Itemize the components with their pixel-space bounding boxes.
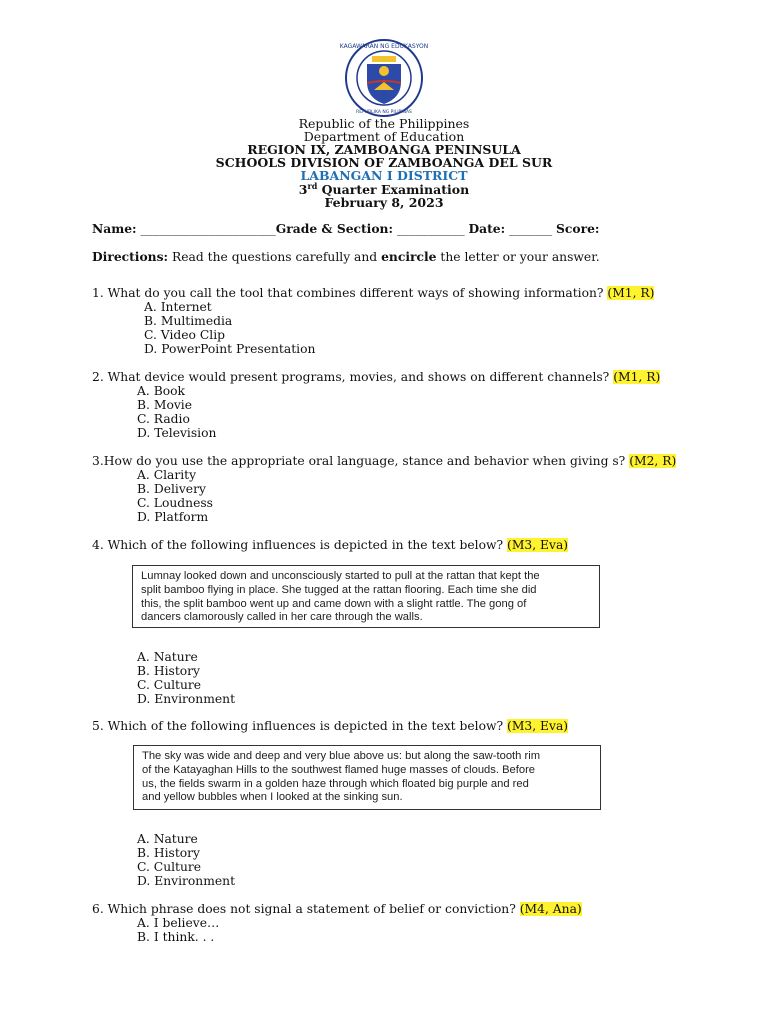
question-3 [92, 454, 676, 468]
directions-text-end: the letter or your answer. [436, 250, 600, 264]
quarter-label: Quarter Examination [317, 182, 470, 197]
question-text: 3.How do you use the appropriate oral language, stance and behavior when giving s? [92, 454, 630, 468]
q1-option-c[interactable]: C. Video Clip [144, 328, 225, 342]
question-5 [92, 719, 568, 733]
competency-tag: (M4, Ana) [519, 902, 582, 916]
header-district: LABANGAN I DISTRICT [300, 168, 468, 183]
grade-section-label: Grade & Section: [275, 221, 394, 236]
question-text: 5. Which of the following influences is depicted in the text below? [92, 719, 508, 733]
header-region: REGION IX, ZAMBOANGA PENINSULA [247, 142, 521, 157]
question-text: 1. What do you call the tool that combines different ways of showing information? [92, 286, 608, 300]
q4-option-c[interactable]: C. Culture [137, 678, 202, 692]
q5-option-c[interactable]: C. Culture [137, 860, 202, 874]
svg-text:KAGAWARAN NG EDUKASYON: KAGAWARAN NG EDUKASYON [339, 43, 429, 50]
student-info-line [92, 222, 599, 236]
q3-option-d[interactable]: D. Platform [137, 510, 209, 524]
q2-option-b[interactable]: B. Movie [137, 398, 193, 412]
passage-line: and yellow bubbles when I looked at the sinking sun. [142, 791, 403, 804]
quarter-suffix: rd [307, 180, 318, 191]
q6-option-b[interactable]: B. I think. . . [137, 930, 215, 944]
q2-option-a[interactable]: A. Book [137, 384, 185, 398]
q2-option-d[interactable]: D. Television [137, 426, 217, 440]
question-6 [92, 902, 582, 916]
q1-option-b[interactable]: B. Multimedia [144, 314, 233, 328]
passage-line: dancers clamorously called in her care through the walls. [141, 611, 423, 624]
quarter-number: 3 [298, 182, 308, 197]
q4-option-d[interactable]: D. Environment [137, 692, 236, 706]
header-date: February 8, 2023 [324, 195, 444, 210]
passage-line: of the Katayaghan Hills to the southwest flamed huge masses of clouds. Before [142, 763, 536, 776]
q1-option-d[interactable]: D. PowerPoint Presentation [144, 342, 316, 356]
header-department: Department of Education [303, 129, 465, 144]
q3-option-b[interactable]: B. Delivery [137, 482, 206, 496]
question-text: 4. Which of the following influences is depicted in the text below? [92, 538, 508, 552]
name-label: Name: [92, 221, 137, 236]
question-text: 6. Which phrase does not signal a statement of belief or conviction? [92, 902, 520, 916]
date-label: Date: [468, 221, 506, 236]
q4-option-b[interactable]: B. History [137, 664, 200, 678]
q4-option-a[interactable]: A. Nature [137, 650, 198, 664]
directions-label: Directions: [92, 249, 169, 264]
deped-seal-logo [334, 38, 434, 118]
header-division: SCHOOLS DIVISION OF ZAMBOANGA DEL SUR [215, 155, 553, 170]
directions-text: Read the questions carefully and [168, 250, 382, 264]
directions-emphasis: encircle [381, 249, 437, 264]
name-blank[interactable]: ______________________ [136, 222, 276, 236]
q5-option-b[interactable]: B. History [137, 846, 200, 860]
q2-option-c[interactable]: C. Radio [137, 412, 190, 426]
passage-box-q4 [132, 565, 600, 628]
competency-tag: (M2, R) [629, 454, 677, 468]
q5-option-a[interactable]: A. Nature [137, 832, 198, 846]
competency-tag: (M3, Eva) [507, 719, 569, 733]
passage-line: this, the split bamboo went up and came down with a slight rattle. The gong of [141, 597, 527, 610]
question-2 [92, 370, 660, 384]
competency-tag: (M1, R) [607, 286, 655, 300]
score-label: Score: [556, 221, 600, 236]
q1-option-a[interactable]: A. Internet [144, 300, 212, 314]
passage-line: us, the fields swarm in a golden haze through which floated big purple and red [142, 777, 529, 790]
passage-line: The sky was wide and deep and very blue above us: but along the saw-tooth rim [142, 750, 541, 762]
q6-option-a[interactable]: A. I believe… [137, 916, 220, 930]
question-1 [92, 286, 654, 300]
q5-option-d[interactable]: D. Environment [137, 874, 236, 888]
grade-section-blank[interactable]: ___________ [393, 222, 469, 236]
passage-line: split bamboo flying in place. She tugged at the rattan flooring. Each time she did [141, 583, 537, 596]
competency-tag: (M3, Eva) [507, 538, 569, 552]
competency-tag: (M1, R) [613, 370, 661, 384]
q3-option-a[interactable]: A. Clarity [137, 468, 197, 482]
svg-text:REPUBLIKA NG PILIPINAS: REPUBLIKA NG PILIPINAS [356, 110, 412, 115]
question-4 [92, 538, 568, 552]
q3-option-c[interactable]: C. Loudness [137, 496, 213, 510]
date-blank[interactable]: _______ [505, 222, 557, 236]
passage-box-q5 [133, 745, 601, 810]
header-republic: Republic of the Philippines [298, 116, 470, 131]
passage-line: Lumnay looked down and unconsciously started to pull at the rattan that kept the [141, 570, 540, 582]
question-text: 2. What device would present programs, movies, and shows on different channels? [92, 370, 614, 384]
directions [92, 250, 600, 264]
